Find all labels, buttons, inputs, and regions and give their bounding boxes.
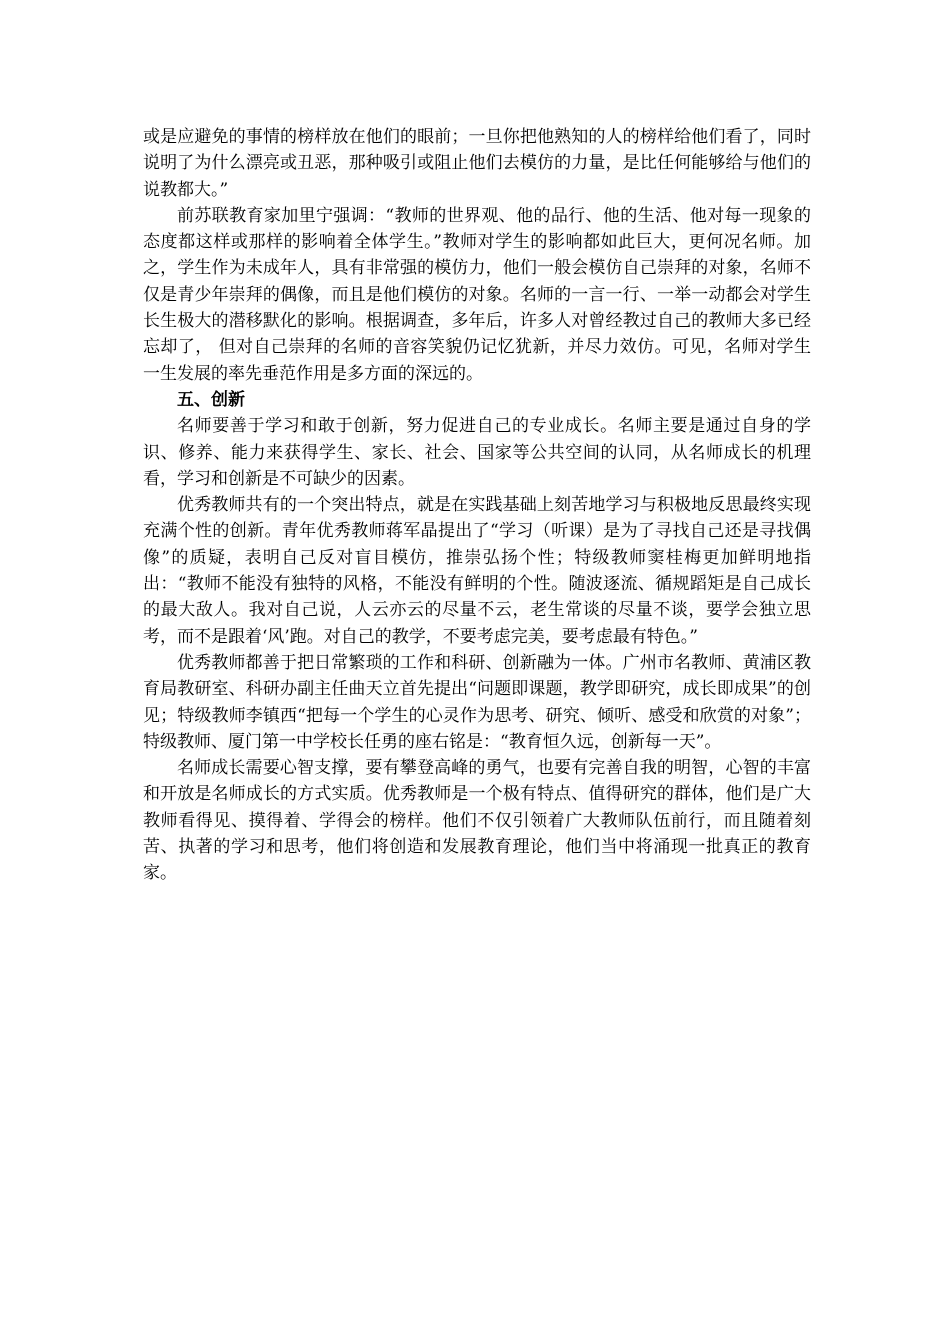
paragraph-conclusion: 名师成长需要心智支撑，要有攀登高峰的勇气，也要有完善自我的明智，心智的丰富和开放是名师成长的方式实质。优秀教师是一个极有特点、值得研究的群体，他们是广大教师看得见、摸得着、学得会的榜样。他们不仅引领着广大教师队伍前行，而且随着刻苦、执著的学习和思考，他们将创造和发展教育理论，他们当中将涌现一批真正的教育家。 xyxy=(143,758,811,884)
document-page xyxy=(143,124,811,887)
paragraph-continuation: 或是应避免的事情的榜样放在他们的眼前；一旦你把他熟知的人的榜样给他们看了，同时说明了为什么漂亮或丑恶，那种吸引或阻止他们去模仿的力量，是比任何能够给与他们的说教都大。” xyxy=(143,127,811,200)
paragraph-learning-innovation: 名师要善于学习和敢于创新，努力促进自己的专业成长。名师主要是通过自身的学识、修养、能力来获得学生、家长、社会、国家等公共空间的认同，从名师成长的机理看，学习和创新是不可缺少的因素。 xyxy=(143,416,811,489)
section-heading-innovation: 五、创新 xyxy=(177,389,245,410)
paragraph-research-integration: 优秀教师都善于把日常繁琐的工作和科研、创新融为一体。广州市名教师、黄浦区教育局教研室、科研办副主任曲天立首先提出“问题即课题，教学即研究，成长即成果”的创见；特级教师李镇西“把每一个学生的心灵作为思考、研究、倾听、感受和欣赏的对象”；特级教师、厦门第一中学校长任勇的座右铭是：“教育恒久远，创新每一天”。 xyxy=(143,652,811,752)
paragraph-kalinin-quote: 前苏联教育家加里宁强调：“教师的世界观、他的品行、他的生活、他对每一现象的态度都这样或那样的影响着全体学生。”教师对学生的影响都如此巨大，更何况名师。加之，学生作为未成年人，具有非常强的模仿力，他们一般会模仿自己崇拜的对象，名师不仅是青少年崇拜的偶像，而且是他们模仿的对象。名师的一言一行、一举一动都会对学生长生极大的潜移默化的影响。根据调查，多年后，许多人对曾经教过自己的教师大多已经忘却了， 但对自己崇拜的名师的音容笑貌仍记忆犹新，并尽力效仿。可见，名师对学生一生发展的率先垂范作用是多方面的深远的。 xyxy=(143,205,811,384)
paragraph-excellent-teachers-traits: 优秀教师共有的一个突出特点，就是在实践基础上刻苦地学习与积极地反思最终实现充满个性的创新。青年优秀教师蒋军晶提出了“学习（听课）是为了寻找自己还是寻找偶像”的质疑，表明自己反对盲目模仿，推崇弘扬个性；特级教师窦桂梅更加鲜明地指出：“教师不能没有独特的风格，不能没有鲜明的个性。随波逐流、循规蹈矩是自己成长的最大敌人。我对自己说，人云亦云的尽量不云，老生常谈的尽量不谈，要学会独立思考，而不是跟着‘风’跑。对自己的教学，不要考虑完美，要考虑最有特色。” xyxy=(143,495,811,647)
